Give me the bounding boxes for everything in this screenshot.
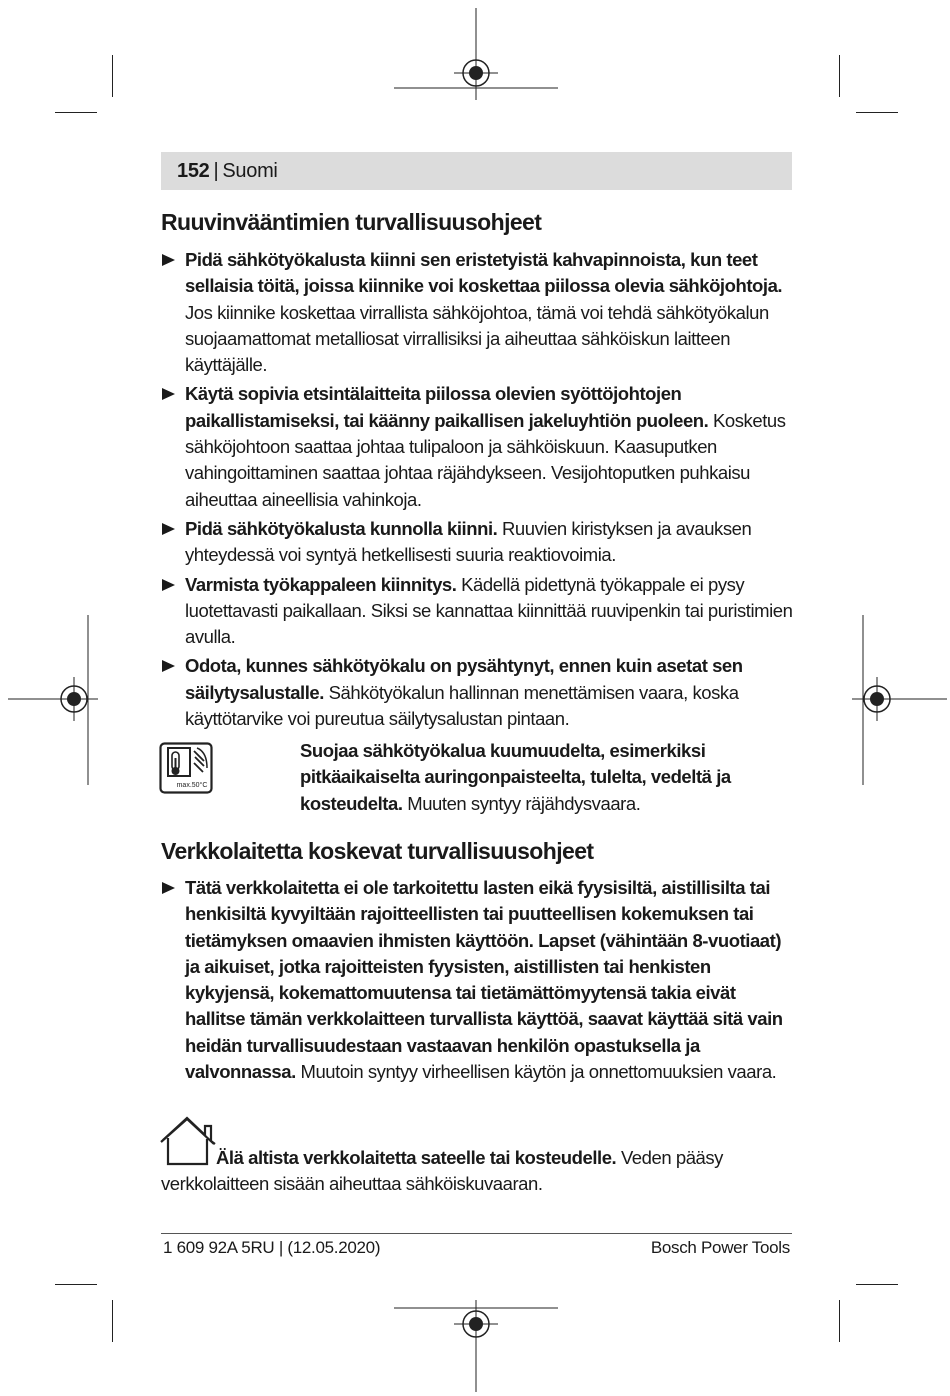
bullet-list xyxy=(161,247,793,735)
item-bold-text: Pidä sähkötyökalusta kunnolla kiinni. xyxy=(185,517,498,539)
bullet-triangle-icon xyxy=(162,579,175,591)
header-separator: | xyxy=(213,159,219,182)
item-bold-text: Pidä sähkötyökalusta kiinni sen eristetyistä kahvapinnoista, kun teet sellaisia töitä, joissa kiinnike voi koskettaa piilossa olevia sähköjohtoja. xyxy=(185,249,783,297)
registration-mark-icon xyxy=(394,8,558,100)
list-item xyxy=(161,247,793,378)
crop-mark xyxy=(55,1284,97,1285)
item-text: Sähkötyökalun hallinnan menettämisen vaara, koska käyttötarvike voi pureutua säilytysalustan pintaan. xyxy=(185,681,739,730)
item-text: Ruuvien kiristyksen ja avauksen yhteydessä voi syntyä hetkellisesti suuria reaktiovoimia. xyxy=(185,517,752,566)
item-bold-text: Varmista työkappaleen kiinnitys. xyxy=(185,573,457,595)
bullet-triangle-icon xyxy=(162,660,175,672)
registration-mark-icon xyxy=(852,615,947,785)
list-item xyxy=(161,381,793,512)
note-text: Veden pääsy verkkolaitteen sisään aiheuttaa sähköiskuvaaran. xyxy=(161,1147,723,1195)
moisture-note xyxy=(161,1145,793,1198)
bullet-triangle-icon xyxy=(162,254,175,266)
item-text: Muutoin syntyy virheellisen käytön ja onnettomuuksien vaara. xyxy=(295,1061,777,1083)
note-bold-text: Suojaa sähkötyökalua kuumuudelta, esimerkiksi pitkäaikaiselta auringonpaisteelta, tulelta, vedeltä ja kosteudelta. xyxy=(300,740,731,814)
registration-mark-icon xyxy=(8,615,98,785)
bullet-list xyxy=(161,875,793,1088)
footer-divider xyxy=(161,1233,792,1234)
crop-mark xyxy=(112,55,113,97)
item-bold-text: Käytä sopivia etsintälaitteita piilossa olevien syöttöjohtojen paikallistamiseksi, tai käänny paikallisen jakeluyhtiön puoleen. xyxy=(185,383,709,431)
list-item xyxy=(161,875,793,1085)
item-text: Jos kiinnike koskettaa virrallista sähköjohtoa, tämä voi tehdä sähkötyökalun suojaamattomat metalliosat virrallisiksi ja aiheuttaa sähköiskun laitteen käyttäjälle. xyxy=(185,301,769,376)
bullet-triangle-icon xyxy=(162,882,175,894)
bullet-triangle-icon xyxy=(162,523,175,535)
item-bold-text: Odota, kunnes sähkötyökalu on pysähtynyt, ennen kuin asetat sen säilytysalustalle. xyxy=(185,655,743,703)
note-bold-text: Älä altista verkkolaitetta sateelle tai kosteudelle. xyxy=(216,1147,617,1168)
crop-mark xyxy=(839,55,840,97)
list-item xyxy=(161,572,793,651)
registration-mark-icon xyxy=(394,1300,558,1392)
item-bold-text: Tätä verkkolaitetta ei ole tarkoitettu lasten eikä fyysisiltä, aistillisilta tai henkisiltä kyvyiltään rajoitteellisten tai puutteellisen kokemuksen tai tietämyksen omaavien ihmisten käyttöön. Lapset (vähintään 8-vuotiaat) ja aikuiset, jotka rajoitteisten fyysisten, aistillisten tai henkisten kykyjensä, kokemattomuutensa tai tietämättömyytensä takia eivät hallitse tämän verkkolaitteen turvallista käyttöä, saavat käyttää sitä vain heidän turvallisuudestaan vastaavan henkilön opastuksella ja valvonnassa. xyxy=(185,877,783,1083)
crop-mark xyxy=(856,1284,898,1285)
list-item xyxy=(161,516,793,569)
section-title: Verkkolaitetta koskevat turvallisuusohjeet xyxy=(161,838,594,864)
page-number: 152 xyxy=(177,159,210,182)
crop-mark xyxy=(839,1300,840,1342)
temperature-warning-icon xyxy=(159,742,213,794)
item-text: Kosketus sähköjohtoon saattaa johtaa tulipaloon ja sähköiskuun. Kaasuputken vahingoittaminen saattaa johtaa räjähdykseen. Vesijohtoputken puhkaisu aiheuttaa aineellisia vahinkoja. xyxy=(185,409,786,510)
footer-brand: Bosch Power Tools xyxy=(650,1238,790,1257)
note-text: Muuten syntyy räjähdysvaara. xyxy=(402,792,641,814)
section-title: Ruuvinvääntimien turvallisuusohjeet xyxy=(161,209,542,235)
bullet-triangle-icon xyxy=(162,388,175,400)
page-header xyxy=(161,152,792,190)
crop-mark xyxy=(856,112,898,113)
crop-mark xyxy=(55,112,97,113)
header-language: Suomi xyxy=(222,159,278,182)
crop-mark xyxy=(112,1300,113,1342)
temperature-icon-label: max.50°C xyxy=(176,782,208,789)
list-item xyxy=(161,653,793,732)
temperature-note xyxy=(300,738,792,817)
item-text: Kädellä pidettynä työkappale ei pysy luotettavasti paikallaan. Siksi se kannattaa kiinnittää ruuvipenkin tai puristimien avulla. xyxy=(185,573,793,648)
footer-document-id: 1 609 92A 5RU | (12.05.2020) xyxy=(163,1238,381,1257)
